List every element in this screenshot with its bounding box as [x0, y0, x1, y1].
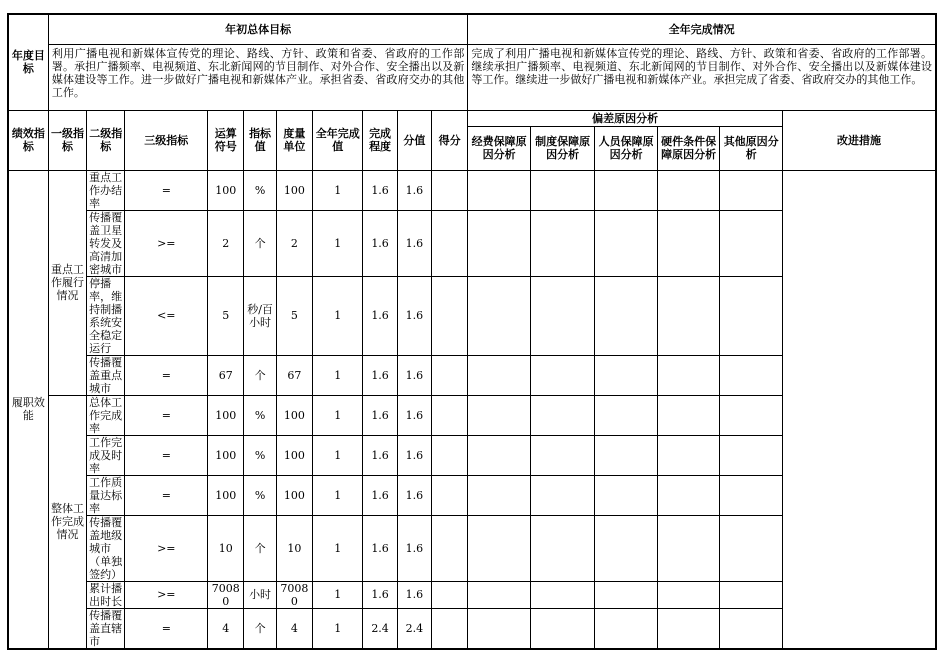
col-actual: 全年完成值: [313, 110, 363, 170]
level3-cell: 工作完成及时率: [87, 435, 125, 475]
goal-label: 年度目标: [8, 14, 48, 110]
op-cell: =: [125, 435, 208, 475]
deviation-cell: [468, 355, 531, 395]
improve-cell: [720, 435, 783, 475]
unit-cell: 个: [244, 608, 276, 649]
deviation-cell: [657, 210, 720, 276]
op-cell: =: [125, 475, 208, 515]
op-cell: =: [125, 395, 208, 435]
deviation-cell: [595, 210, 658, 276]
col-score: 分值: [397, 110, 431, 170]
target-cell: 2: [208, 210, 244, 276]
deviation-cell: [530, 435, 595, 475]
score-cell: 1.6: [363, 515, 397, 581]
deviation-cell: [657, 170, 720, 210]
col-unit: 度量单位: [276, 110, 312, 170]
improve-cell: [720, 395, 783, 435]
col-level3: 三级指标: [125, 110, 208, 170]
deviation-cell: [431, 355, 467, 395]
degree-cell: 1: [313, 515, 363, 581]
deviation-cell: [657, 608, 720, 649]
target-cell: 4: [208, 608, 244, 649]
col-operator: 运算符号: [208, 110, 244, 170]
table-row: [8, 210, 936, 276]
level3-cell: 传播覆盖地级城市（单独签约）: [87, 515, 125, 581]
deviation-cell: [595, 355, 658, 395]
deviation-cell: [431, 581, 467, 608]
degree-cell: 1: [313, 435, 363, 475]
col-level1: 一级指标: [48, 110, 86, 170]
table-row: [8, 395, 936, 435]
deviation-cell: [657, 395, 720, 435]
unit-cell: 小时: [244, 581, 276, 608]
deviation-cell: [530, 210, 595, 276]
actual-cell: 100: [276, 395, 312, 435]
col-target: 指标值: [244, 110, 276, 170]
level3-cell: 工作质量达标率: [87, 475, 125, 515]
got-cell: 1.6: [397, 475, 431, 515]
performance-table-container: [7, 13, 937, 650]
deviation-cell: [431, 210, 467, 276]
got-cell: 1.6: [397, 581, 431, 608]
deviation-cell: [468, 395, 531, 435]
level3-cell: 传播覆盖直辖市: [87, 608, 125, 649]
col-dev-hardware: 硬件条件保障原因分析: [657, 126, 720, 170]
got-cell: 1.6: [397, 170, 431, 210]
actual-cell: 67: [276, 355, 312, 395]
got-cell: 1.6: [397, 210, 431, 276]
deviation-cell: [530, 276, 595, 355]
improve-cell: [720, 170, 783, 210]
actual-cell: 100: [276, 170, 312, 210]
deviation-cell: [431, 475, 467, 515]
improve-cell: [720, 581, 783, 608]
deviation-cell: [431, 395, 467, 435]
table-row: [8, 515, 936, 581]
level3-cell: 停播率，维持制播系统安全稳定运行: [87, 276, 125, 355]
unit-cell: %: [244, 435, 276, 475]
deviation-cell: [468, 608, 531, 649]
deviation-cell: [595, 435, 658, 475]
deviation-cell: [530, 515, 595, 581]
degree-cell: 1: [313, 475, 363, 515]
target-cell: 100: [208, 170, 244, 210]
improve-cell: [720, 276, 783, 355]
unit-cell: 个: [244, 515, 276, 581]
got-cell: 1.6: [397, 435, 431, 475]
deviation-cell: [431, 608, 467, 649]
op-cell: >=: [125, 515, 208, 581]
score-cell: 1.6: [363, 170, 397, 210]
col-dev-funding: 经费保障原因分析: [468, 126, 531, 170]
degree-cell: 1: [313, 210, 363, 276]
deviation-cell: [530, 475, 595, 515]
performance-label: 绩效指标: [8, 110, 48, 170]
deviation-cell: [530, 581, 595, 608]
score-cell: 1.6: [363, 581, 397, 608]
deviation-cell: [530, 608, 595, 649]
level3-cell: 传播覆盖重点城市: [87, 355, 125, 395]
target-cell: 10: [208, 515, 244, 581]
improve-cell: [720, 515, 783, 581]
unit-cell: 秒/百小时: [244, 276, 276, 355]
degree-cell: 1: [313, 395, 363, 435]
table-row: [8, 608, 936, 649]
table-row: [8, 170, 936, 210]
deviation-cell: [468, 170, 531, 210]
score-cell: 1.6: [363, 475, 397, 515]
annual-goal-text: 利用广播电视和新媒体宣传党的理论、路线、方针、政策和省委、省政府的工作部署。承担广播频率、电视频道、东北新闻网的节目制作、对外合作、安全播出以及新媒体建设等工作。进一步做好广播电视和新媒体产业。承担省委、省政府交办的其他工作。: [48, 44, 468, 110]
level1-cell: 履职效能: [8, 170, 48, 649]
deviation-header: 偏差原因分析: [468, 110, 783, 126]
deviation-cell: [431, 170, 467, 210]
target-cell: 100: [208, 395, 244, 435]
deviation-cell: [431, 276, 467, 355]
col-got: 得分: [431, 110, 467, 170]
table-row: [8, 276, 936, 355]
op-cell: >=: [125, 210, 208, 276]
deviation-cell: [530, 170, 595, 210]
deviation-cell: [595, 608, 658, 649]
deviation-cell: [657, 276, 720, 355]
score-cell: 1.6: [363, 276, 397, 355]
deviation-cell: [657, 355, 720, 395]
table-row: [8, 475, 936, 515]
full-year-text: 完成了利用广播电视和新媒体宣传党的理论、路线、方针、政策和省委、省政府的工作部署。继续承担广播频率、电视频道、东北新闻网的节目制作、对外合作、安全播出以及新媒体建设等工作。继续进一步做好广播电视和新媒体产业。承担完成了省委、省政府交办的其他工作。: [468, 44, 936, 110]
score-cell: 1.6: [363, 395, 397, 435]
level2-cell: 整体工作完成情况: [48, 395, 86, 649]
degree-cell: 1: [313, 581, 363, 608]
op-cell: >=: [125, 581, 208, 608]
improve-cell: [720, 355, 783, 395]
performance-table: [7, 13, 937, 650]
target-cell: 100: [208, 435, 244, 475]
target-cell: 100: [208, 475, 244, 515]
col-dev-other: 其他原因分析: [720, 126, 783, 170]
deviation-cell: [468, 475, 531, 515]
level3-cell: 重点工作办结率: [87, 170, 125, 210]
actual-cell: 5: [276, 276, 312, 355]
deviation-cell: [595, 475, 658, 515]
col-dev-system: 制度保障原因分析: [530, 126, 595, 170]
col-dev-staff: 人员保障原因分析: [595, 126, 658, 170]
col-degree: 完成程度: [363, 110, 397, 170]
actual-cell: 70080: [276, 581, 312, 608]
deviation-cell: [595, 276, 658, 355]
degree-cell: 1: [313, 170, 363, 210]
actual-cell: 2: [276, 210, 312, 276]
degree-cell: 1: [313, 355, 363, 395]
improve-cell: [720, 608, 783, 649]
deviation-cell: [468, 276, 531, 355]
score-cell: 1.6: [363, 435, 397, 475]
op-cell: =: [125, 170, 208, 210]
deviation-cell: [431, 515, 467, 581]
deviation-cell: [595, 395, 658, 435]
actual-cell: 100: [276, 435, 312, 475]
deviation-cell: [468, 515, 531, 581]
unit-cell: 个: [244, 355, 276, 395]
level2-cell: 重点工作履行情况: [48, 170, 86, 395]
table-row: [8, 581, 936, 608]
table-row: [8, 355, 936, 395]
deviation-cell: [431, 435, 467, 475]
got-cell: 1.6: [397, 395, 431, 435]
level3-cell: 总体工作完成率: [87, 395, 125, 435]
deviation-cell: [468, 210, 531, 276]
deviation-cell: [657, 435, 720, 475]
deviation-cell: [595, 581, 658, 608]
deviation-cell: [657, 515, 720, 581]
level3-cell: 累计播出时长: [87, 581, 125, 608]
target-cell: 67: [208, 355, 244, 395]
unit-cell: %: [244, 170, 276, 210]
score-cell: 1.6: [363, 210, 397, 276]
improve-cell: [720, 210, 783, 276]
unit-cell: %: [244, 475, 276, 515]
degree-cell: 1: [313, 276, 363, 355]
actual-cell: 10: [276, 515, 312, 581]
col-level2: 二级指标: [87, 110, 125, 170]
got-cell: 2.4: [397, 608, 431, 649]
level3-cell: 传播覆盖卫星转发及高清加密城市: [87, 210, 125, 276]
deviation-cell: [657, 581, 720, 608]
col-improve: 改进措施: [782, 110, 936, 170]
deviation-cell: [530, 355, 595, 395]
deviation-cell: [595, 170, 658, 210]
score-cell: 2.4: [363, 608, 397, 649]
op-cell: =: [125, 608, 208, 649]
actual-cell: 100: [276, 475, 312, 515]
deviation-cell: [468, 581, 531, 608]
deviation-cell: [595, 515, 658, 581]
deviation-cell: [530, 395, 595, 435]
actual-cell: 4: [276, 608, 312, 649]
unit-cell: %: [244, 395, 276, 435]
op-cell: <=: [125, 276, 208, 355]
degree-cell: 1: [313, 608, 363, 649]
table-row: [8, 435, 936, 475]
improve-cell: [720, 475, 783, 515]
annual-goal-header: 年初总体目标: [48, 14, 468, 44]
got-cell: 1.6: [397, 355, 431, 395]
unit-cell: 个: [244, 210, 276, 276]
deviation-cell: [468, 435, 531, 475]
deviation-cell: [657, 475, 720, 515]
op-cell: =: [125, 355, 208, 395]
got-cell: 1.6: [397, 276, 431, 355]
full-year-header: 全年完成情况: [468, 14, 936, 44]
target-cell: 70080: [208, 581, 244, 608]
target-cell: 5: [208, 276, 244, 355]
score-cell: 1.6: [363, 355, 397, 395]
got-cell: 1.6: [397, 515, 431, 581]
